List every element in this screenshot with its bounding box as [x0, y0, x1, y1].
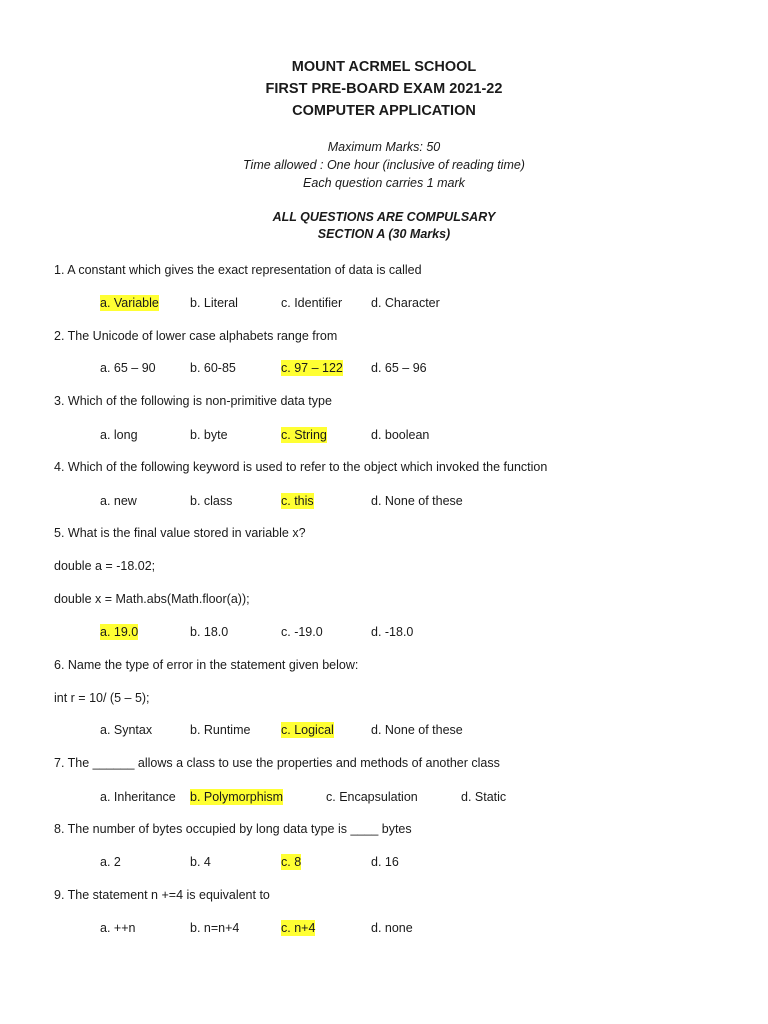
option-a: a. Inheritance [100, 790, 176, 804]
option-d: d. Static [461, 790, 507, 804]
question-text: 5. What is the final value stored in variable x? [54, 526, 306, 540]
option-b: b. 60-85 [190, 361, 236, 375]
compulsory-note: ALL QUESTIONS ARE COMPULSARY [272, 210, 496, 224]
option-d: d. 65 – 96 [371, 361, 427, 375]
option-c: c. String [281, 428, 327, 442]
school-name: MOUNT ACRMEL SCHOOL [291, 59, 477, 75]
max-marks: Maximum Marks: 50 [327, 140, 441, 154]
option-c: c. 8 [281, 855, 302, 869]
question-text: 2. The Unicode of lower case alphabets range from [54, 329, 338, 343]
option-a: a. 19.0 [100, 625, 139, 639]
question-text: 3. Which of the following is non-primitive data type [54, 394, 332, 408]
option-a: a. 2 [100, 855, 121, 869]
option-c: c. Encapsulation [326, 790, 418, 804]
option-d: d. Character [371, 296, 440, 310]
option-b: b. 18.0 [190, 625, 229, 639]
option-b: b. n=n+4 [190, 921, 240, 935]
option-d: d. None of these [371, 494, 463, 508]
question-text: 9. The statement n +=4 is equivalent to [54, 888, 270, 902]
option-d: d. 16 [371, 855, 399, 869]
option-a: a. Syntax [100, 723, 153, 737]
option-a: a. long [100, 428, 138, 442]
code-line: int r = 10/ (5 – 5); [54, 691, 150, 705]
option-d: d. None of these [371, 723, 463, 737]
option-c: c. -19.0 [281, 625, 323, 639]
option-b: b. 4 [190, 855, 211, 869]
option-c: c. this [281, 494, 314, 508]
question-text: 6. Name the type of error in the statement given below: [54, 658, 359, 672]
code-line: double x = Math.abs(Math.floor(a)); [54, 592, 250, 606]
option-d: d. none [371, 921, 413, 935]
option-a: a. new [100, 494, 137, 508]
option-c: c. n+4 [281, 921, 316, 935]
question-text: 1. A constant which gives the exact representation of data is called [54, 263, 422, 277]
option-a: a. 65 – 90 [100, 361, 156, 375]
exam-title: FIRST PRE-BOARD EXAM 2021-22 [265, 81, 503, 97]
section-title: SECTION A (30 Marks) [317, 227, 451, 241]
option-b: b. byte [190, 428, 228, 442]
subject-title: COMPUTER APPLICATION [292, 103, 476, 119]
question-text: 8. The number of bytes occupied by long data type is ____ bytes [54, 822, 412, 836]
option-c: c. Identifier [281, 296, 343, 310]
option-a: a. Variable [100, 296, 159, 310]
option-c: c. 97 – 122 [281, 361, 343, 375]
option-c: c. Logical [281, 723, 334, 737]
code-line: double a = -18.02; [54, 559, 156, 573]
option-b: b. Polymorphism [190, 790, 284, 804]
option-d: d. -18.0 [371, 625, 414, 639]
time-allowed: Time allowed : One hour (inclusive of reading time) [243, 158, 525, 172]
marks-note: Each question carries 1 mark [303, 176, 465, 190]
question-text: 7. The ______ allows a class to use the properties and methods of another class [54, 756, 500, 770]
option-d: d. boolean [371, 428, 430, 442]
question-text: 4. Which of the following keyword is used to refer to the object which invoked the function [54, 460, 548, 474]
option-a: a. ++n [100, 921, 136, 935]
option-b: b. class [190, 494, 233, 508]
option-b: b. Runtime [190, 723, 251, 737]
option-b: b. Literal [190, 296, 238, 310]
